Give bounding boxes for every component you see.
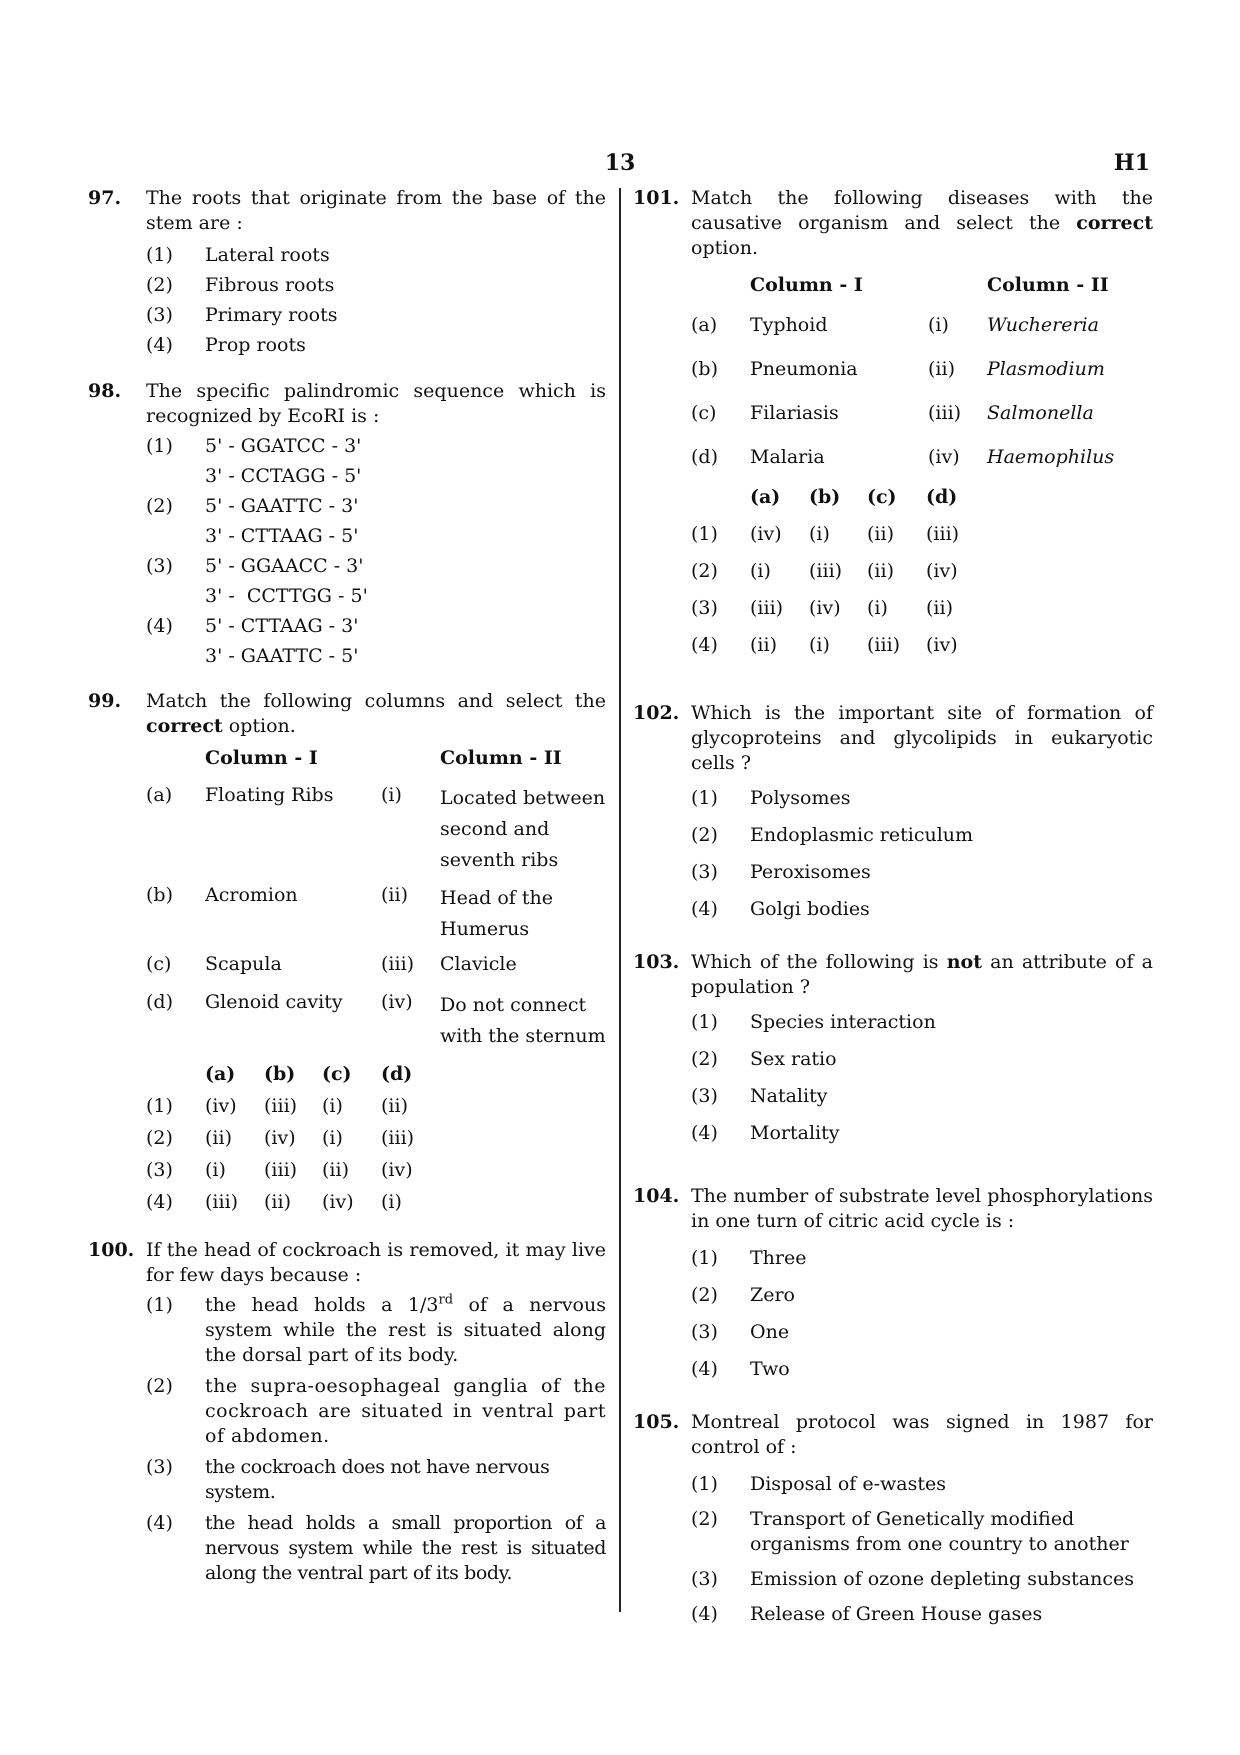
option-text: Lateral roots bbox=[205, 244, 330, 266]
option-number: (3) bbox=[691, 1568, 718, 1590]
table-cell: (i) bbox=[205, 1159, 226, 1181]
question-105 bbox=[633, 1410, 1153, 1627]
table-cell: Floating Ribs bbox=[205, 784, 334, 806]
option[interactable] bbox=[691, 1602, 1153, 1627]
option-number: (3) bbox=[146, 555, 173, 577]
column-header: Column - II bbox=[987, 274, 1109, 296]
table-cell: (iii) bbox=[264, 1095, 298, 1117]
table-cell: (ii) bbox=[867, 560, 894, 582]
option[interactable] bbox=[146, 434, 606, 489]
table-cell: (iii) bbox=[381, 1127, 415, 1149]
option-number: (1) bbox=[146, 244, 173, 266]
table-cell: (iii) bbox=[928, 402, 962, 424]
table-cell: (c) bbox=[691, 402, 717, 424]
option[interactable] bbox=[146, 1293, 606, 1368]
text-fragment: rd bbox=[438, 1292, 454, 1308]
option-text: Mortality bbox=[750, 1122, 840, 1144]
text-fragment: of a nervous system while the rest is situated along the dorsal part of its body. bbox=[205, 1294, 606, 1366]
question-text: Which is the important site of formation of glycoproteins and glycolipids in eukaryotic cells ? bbox=[691, 702, 1153, 774]
option-number: (2) bbox=[691, 824, 718, 846]
table-cell: (i) bbox=[381, 784, 402, 806]
booklet-code: H1 bbox=[1113, 150, 1150, 176]
option[interactable] bbox=[146, 614, 606, 669]
question-text bbox=[691, 186, 1153, 261]
option-number: (1) bbox=[146, 435, 173, 457]
question-number: 97. bbox=[88, 187, 122, 209]
option-number: (1) bbox=[691, 1011, 718, 1033]
option-number: (4) bbox=[146, 334, 173, 356]
option[interactable] bbox=[146, 1374, 606, 1449]
option[interactable] bbox=[691, 1010, 1153, 1035]
text-fragment: Match the following diseases with the causative organism and select the bbox=[691, 187, 1153, 234]
table-cell: (iii) bbox=[750, 597, 784, 619]
match-table bbox=[146, 746, 606, 1058]
option-text: Primary roots bbox=[205, 304, 338, 326]
sequence-line: 3' - CCTAGG - 5' bbox=[205, 465, 362, 487]
option[interactable] bbox=[691, 1507, 1153, 1557]
table-cell: Clavicle bbox=[440, 953, 517, 975]
question-number: 101. bbox=[633, 187, 680, 209]
table-cell: (b) bbox=[264, 1063, 296, 1085]
table-cell: (ii) bbox=[750, 634, 777, 656]
question-text: The number of substrate level phosphorylations in one turn of citric acid cycle is : bbox=[691, 1185, 1153, 1232]
option-number: (4) bbox=[146, 1512, 173, 1534]
table-cell: (ii) bbox=[928, 358, 955, 380]
table-cell: (ii) bbox=[381, 884, 408, 906]
table-cell: Malaria bbox=[750, 446, 825, 468]
option-text: One bbox=[750, 1321, 790, 1343]
table-cell: (4) bbox=[691, 634, 718, 656]
text-fragment: an attribute of a population ? bbox=[691, 951, 1153, 998]
column-divider bbox=[619, 188, 621, 1612]
table-cell: (ii) bbox=[205, 1127, 232, 1149]
table-cell: (i) bbox=[867, 597, 888, 619]
option-text: Species interaction bbox=[750, 1011, 936, 1033]
option-number: (2) bbox=[146, 1375, 173, 1397]
option-number: (3) bbox=[146, 304, 173, 326]
table-cell: (i) bbox=[809, 523, 830, 545]
table-cell: (i) bbox=[809, 634, 830, 656]
table-cell: (d) bbox=[381, 1063, 413, 1085]
option-number: (3) bbox=[691, 1321, 718, 1343]
table-cell: (iii) bbox=[264, 1159, 298, 1181]
table-cell: (iv) bbox=[322, 1191, 354, 1213]
answer-option[interactable] bbox=[146, 1094, 414, 1126]
sequence-line: 5' - GAATTC - 3' bbox=[205, 495, 359, 517]
answer-option[interactable] bbox=[691, 596, 959, 633]
table-cell: (iv) bbox=[205, 1095, 237, 1117]
table-cell: (4) bbox=[146, 1191, 173, 1213]
option-text: the head holds a small proportion of a nervous system while the rest is situated along the ventral part of its body. bbox=[205, 1512, 606, 1584]
table-cell: (ii) bbox=[867, 523, 894, 545]
table-cell: Scapula bbox=[205, 953, 282, 975]
option-number: (1) bbox=[691, 1247, 718, 1269]
table-cell: (1) bbox=[691, 523, 718, 545]
option[interactable] bbox=[691, 823, 1153, 848]
text-fragment: option. bbox=[228, 715, 296, 737]
table-cell: Do not connect with the sternum bbox=[440, 994, 606, 1047]
match-row bbox=[146, 952, 606, 990]
match-row bbox=[146, 990, 606, 1058]
option-text bbox=[205, 1293, 606, 1368]
option-number: (4) bbox=[691, 1603, 718, 1625]
option[interactable] bbox=[691, 1246, 1153, 1271]
table-cell: (1) bbox=[146, 1095, 173, 1117]
table-cell: (2) bbox=[691, 560, 718, 582]
table-cell: (i) bbox=[750, 560, 771, 582]
sequence-line: 3' - CCTTGG - 5' bbox=[205, 585, 368, 607]
option-text: Sex ratio bbox=[750, 1048, 837, 1070]
table-cell: (d) bbox=[146, 991, 173, 1013]
option-text: Zero bbox=[750, 1284, 795, 1306]
sequence-line: 5' - CTTAAG - 3' bbox=[205, 615, 359, 637]
answer-option[interactable] bbox=[691, 633, 959, 663]
sequence-line: 5' - GGAACC - 3' bbox=[205, 555, 364, 577]
match-row bbox=[691, 313, 1114, 357]
text-fragment: not bbox=[946, 951, 982, 973]
option[interactable] bbox=[691, 1357, 1153, 1382]
option-text: Golgi bodies bbox=[750, 898, 870, 920]
question-97 bbox=[88, 186, 606, 358]
option-text: the supra-oesophageal ganglia of the cockroach are situated in ventral part of abdomen. bbox=[205, 1375, 606, 1447]
match-row bbox=[146, 883, 606, 952]
table-cell: (i) bbox=[381, 1191, 402, 1213]
question-text: The specific palindromic sequence which is recognized by EcoRI is : bbox=[146, 380, 606, 427]
question-text bbox=[691, 950, 1153, 1000]
option-text: Peroxisomes bbox=[750, 861, 871, 883]
option-number: (1) bbox=[691, 1473, 718, 1495]
option[interactable] bbox=[146, 273, 606, 298]
table-cell: (iii) bbox=[205, 1191, 239, 1213]
option[interactable] bbox=[691, 1283, 1153, 1308]
table-cell: Typhoid bbox=[750, 314, 828, 336]
column-header: Column - II bbox=[440, 747, 562, 769]
option[interactable] bbox=[146, 1511, 606, 1586]
match-row bbox=[146, 783, 606, 883]
table-cell: (iv) bbox=[928, 446, 960, 468]
option-number: (2) bbox=[146, 495, 173, 517]
option[interactable] bbox=[691, 1121, 1153, 1146]
table-cell: (2) bbox=[146, 1127, 173, 1149]
text-fragment: Match the following columns and select the bbox=[146, 690, 606, 712]
option[interactable] bbox=[691, 1320, 1153, 1345]
option[interactable] bbox=[146, 554, 606, 609]
question-text bbox=[146, 689, 606, 739]
table-cell: (i) bbox=[322, 1095, 343, 1117]
table-cell: Glenoid cavity bbox=[205, 991, 343, 1013]
option-number: (4) bbox=[691, 1358, 718, 1380]
option[interactable] bbox=[691, 1567, 1153, 1592]
match-table bbox=[691, 273, 1114, 485]
option[interactable] bbox=[146, 243, 606, 268]
match-row bbox=[691, 445, 1114, 485]
answer-table bbox=[146, 1062, 414, 1218]
table-cell: Filariasis bbox=[750, 402, 839, 424]
option-number: (3) bbox=[691, 1085, 718, 1107]
table-cell: (i) bbox=[928, 314, 949, 336]
table-cell: (iv) bbox=[381, 1159, 413, 1181]
question-text: The roots that originate from the base of the stem are : bbox=[146, 187, 606, 234]
text-fragment: correct bbox=[1076, 212, 1153, 234]
table-cell: (d) bbox=[926, 486, 958, 508]
option[interactable] bbox=[146, 333, 606, 358]
option-text: Disposal of e-wastes bbox=[750, 1473, 947, 1495]
question-number: 99. bbox=[88, 690, 122, 712]
option-text: Prop roots bbox=[205, 334, 306, 356]
table-cell: (a) bbox=[146, 784, 173, 806]
option-number: (4) bbox=[691, 1122, 718, 1144]
page-number: 13 bbox=[604, 150, 636, 176]
table-cell: (a) bbox=[205, 1063, 236, 1085]
option-number: (4) bbox=[146, 615, 173, 637]
option-number: (1) bbox=[691, 787, 718, 809]
option[interactable] bbox=[691, 1472, 1153, 1497]
text-fragment: Which of the following is bbox=[691, 951, 939, 973]
table-cell: (b) bbox=[809, 486, 841, 508]
answer-table bbox=[691, 485, 959, 663]
option-number: (3) bbox=[691, 861, 718, 883]
table-cell: (b) bbox=[691, 358, 718, 380]
table-cell: (iii) bbox=[809, 560, 843, 582]
option-number: (4) bbox=[691, 898, 718, 920]
option[interactable] bbox=[691, 1047, 1153, 1072]
option[interactable] bbox=[691, 897, 1153, 922]
answer-option[interactable] bbox=[691, 522, 959, 559]
question-103 bbox=[633, 950, 1153, 1146]
option-text: Endoplasmic reticulum bbox=[750, 824, 974, 846]
table-cell: (c) bbox=[146, 953, 172, 975]
right-column bbox=[633, 186, 1153, 1627]
table-cell: (iv) bbox=[381, 991, 413, 1013]
table-cell: Head of the Humerus bbox=[440, 887, 553, 940]
table-cell: Pneumonia bbox=[750, 358, 858, 380]
option-text: Polysomes bbox=[750, 787, 851, 809]
question-number: 104. bbox=[633, 1185, 680, 1207]
table-cell: Located between second and seventh ribs bbox=[440, 787, 606, 871]
table-cell: Acromion bbox=[205, 884, 298, 906]
question-number: 103. bbox=[633, 951, 680, 973]
table-cell: Plasmodium bbox=[987, 358, 1105, 380]
text-fragment: the head holds a 1/3 bbox=[205, 1294, 439, 1316]
table-cell: (3) bbox=[146, 1159, 173, 1181]
table-cell: (iv) bbox=[264, 1127, 296, 1149]
table-cell: Haemophilus bbox=[987, 446, 1115, 468]
text-fragment: correct bbox=[146, 715, 223, 737]
text-fragment: option. bbox=[691, 237, 759, 259]
table-cell: (a) bbox=[750, 486, 781, 508]
match-row bbox=[691, 357, 1114, 401]
column-header: Column - I bbox=[205, 747, 318, 769]
question-number: 105. bbox=[633, 1411, 680, 1433]
match-row bbox=[691, 401, 1114, 445]
answer-option[interactable] bbox=[146, 1190, 414, 1218]
question-number: 100. bbox=[88, 1239, 135, 1261]
table-cell: (iii) bbox=[867, 634, 901, 656]
option-text: Emission of ozone depleting substances bbox=[750, 1568, 1134, 1590]
question-text: If the head of cockroach is removed, it may live for few days because : bbox=[146, 1239, 606, 1286]
option-number: (1) bbox=[146, 1294, 173, 1316]
question-99 bbox=[88, 689, 606, 1218]
question-number: 102. bbox=[633, 702, 680, 724]
option[interactable] bbox=[146, 303, 606, 328]
table-cell: (iv) bbox=[926, 634, 958, 656]
answer-option[interactable] bbox=[146, 1158, 414, 1190]
question-100 bbox=[88, 1238, 606, 1586]
option-text: Two bbox=[750, 1358, 790, 1380]
table-cell: (ii) bbox=[926, 597, 953, 619]
table-cell: (a) bbox=[691, 314, 718, 336]
column-header: Column - I bbox=[750, 274, 863, 296]
question-number: 98. bbox=[88, 380, 122, 402]
option-text: Transport of Genetically modified organisms from one country to another bbox=[750, 1508, 1129, 1555]
table-cell: (d) bbox=[691, 446, 718, 468]
option[interactable] bbox=[691, 1084, 1153, 1109]
question-104 bbox=[633, 1184, 1153, 1382]
table-cell: (iv) bbox=[926, 560, 958, 582]
option-number: (3) bbox=[146, 1456, 173, 1478]
table-cell: (ii) bbox=[264, 1191, 291, 1213]
table-cell: (iv) bbox=[809, 597, 841, 619]
table-cell: (b) bbox=[146, 884, 173, 906]
table-cell: (ii) bbox=[322, 1159, 349, 1181]
option[interactable] bbox=[146, 494, 606, 549]
question-102 bbox=[633, 701, 1153, 922]
sequence-line: 3' - CTTAAG - 5' bbox=[205, 525, 359, 547]
option[interactable] bbox=[691, 786, 1153, 811]
option-number: (2) bbox=[691, 1284, 718, 1306]
table-cell: Salmonella bbox=[987, 402, 1094, 424]
table-cell: (ii) bbox=[381, 1095, 408, 1117]
table-cell: (c) bbox=[322, 1063, 352, 1085]
sequence-line: 5' - GGATCC - 3' bbox=[205, 435, 362, 457]
option[interactable] bbox=[691, 860, 1153, 885]
option-text: Fibrous roots bbox=[205, 274, 335, 296]
table-cell: Wuchereria bbox=[987, 314, 1099, 336]
table-cell: (iii) bbox=[381, 953, 415, 975]
option[interactable] bbox=[146, 1455, 606, 1505]
option-text: Three bbox=[750, 1247, 807, 1269]
table-cell: (c) bbox=[867, 486, 897, 508]
answer-option[interactable] bbox=[146, 1126, 414, 1158]
question-98 bbox=[88, 379, 606, 669]
option-text: the cockroach does not have nervous system. bbox=[205, 1456, 550, 1503]
question-text: Montreal protocol was signed in 1987 for control of : bbox=[691, 1411, 1153, 1458]
option-text: Release of Green House gases bbox=[750, 1603, 1043, 1625]
question-101 bbox=[633, 186, 1153, 663]
option-number: (2) bbox=[691, 1508, 718, 1530]
left-column bbox=[88, 186, 606, 1586]
table-cell: (i) bbox=[322, 1127, 343, 1149]
sequence-line: 3' - GAATTC - 5' bbox=[205, 645, 359, 667]
table-cell: (iv) bbox=[750, 523, 782, 545]
option-number: (2) bbox=[146, 274, 173, 296]
answer-option[interactable] bbox=[691, 559, 959, 596]
table-cell: (iii) bbox=[926, 523, 960, 545]
option-text: Natality bbox=[750, 1085, 828, 1107]
option-number: (2) bbox=[691, 1048, 718, 1070]
table-cell: (3) bbox=[691, 597, 718, 619]
